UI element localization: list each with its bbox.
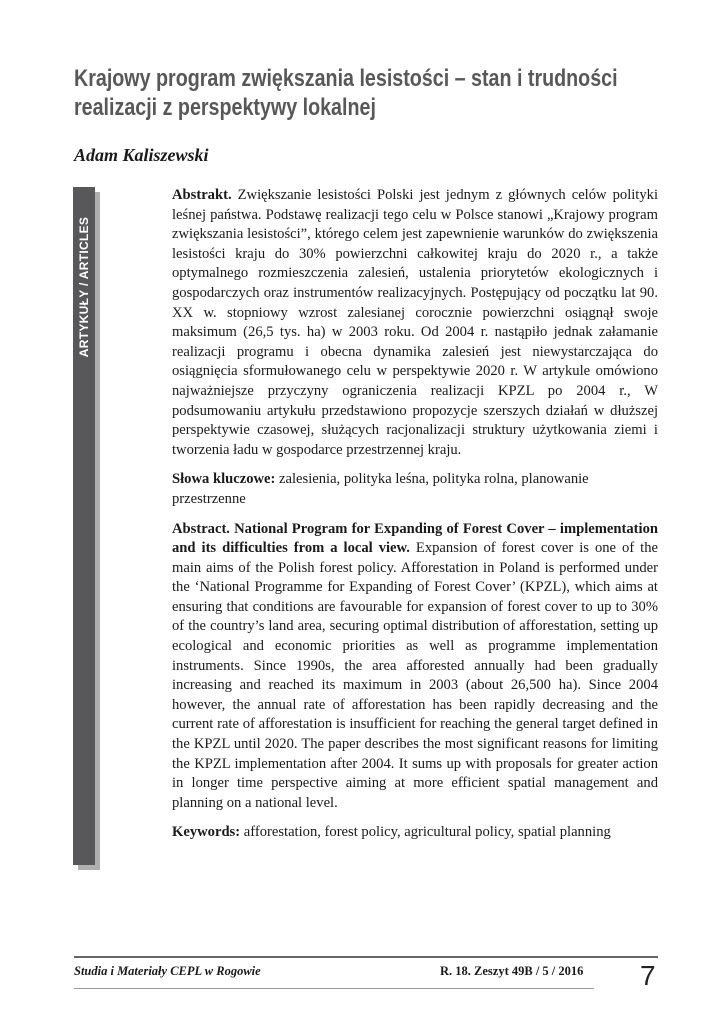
article-body: [172, 186, 658, 853]
abstract-en-text: Expansion of forest cover is one of the main aims of the Polish forest policy. Afforestation in Poland is performed under the ‘National Programme for Expanding of Forest Cover’ (KPZL), which aims at ensuring that conditions are favourable for expansion of forest cover to up to 30% of the country’s land area, securing optimal distribution of afforestation, setting up ecological and economic priorities as well as programme implementation instruments. Since 1990s, the area afforested annually had been gradually increasing and reached its maximum in 2003 (about 26,500 ha). Since 2004 however, the annual rate of afforestation has been rapidly decreasing and the current rate of afforestation is insufficient for reaching the general target defined in the KPZL until 2020. The paper describes the most significant reasons for limiting the KPZL implementation after 2004. It sums up with proposals for greater action in longer time perspective aiming at more efficient spatial management and planning on a national level.: [172, 540, 658, 811]
abstract-pl: [172, 186, 658, 460]
footer-journal: Studia i Materiały CEPL w Rogowie: [74, 964, 261, 978]
keywords-pl-label: Słowa kluczowe:: [172, 471, 276, 488]
author-name: Adam Kaliszewski: [74, 145, 209, 165]
keywords-en-label: Keywords:: [172, 824, 241, 841]
article-title: Krajowy program zwiększania lesistości – stan i trudności realizacji z perspektywy lokalnej: [74, 65, 618, 121]
keywords-pl-text: zalesienia, polityka leśna, polityka rolna, planowanie przestrzenne: [172, 471, 589, 507]
footer-divider-bottom: [74, 988, 594, 989]
abstract-pl-label: Abstrakt.: [172, 187, 232, 203]
footer-divider-top: [74, 956, 658, 958]
section-label-box: [73, 187, 95, 387]
page-number: 7: [640, 960, 656, 991]
footer-issue: R. 18. Zeszyt 49B / 5 / 2016: [440, 964, 584, 978]
keywords-en-text: afforestation, forest policy, agricultural policy, spatial planning: [243, 824, 611, 841]
abstract-en: [172, 520, 658, 814]
keywords-en: [172, 823, 658, 843]
abstract-pl-text: Zwiększanie lesistości Polski jest jednym z głównych celów polityki leśnej państwa. Podstawę realizacji tego celu w Polsce stanowi „Krajowy program zwiększania lesistości”, którego celem jest zapewnienie warunków do zwiększenia lesistości kraju do 30% powierzchni całkowitej kraju do 2020 r., a także optymalnego rozmieszczenia zalesień, ustalenia priorytetów ekologicznych i gospodarczych oraz instrumentów realizacyjnych. Postępujący od początku lat 90. XX w. stopniowy wzrost zalesianej corocznie powierzchni osiągnął swoje maksimum (26,5 tys. ha) w 2003 roku. Od 2004 r. nastąpiło jednak załamanie realizacji programu i obecna dynamika zalesień jest niewystarczająca do osiągnięcia sformułowanego celu w perspektywie 2020 r. W artykule omówiono najważniejsze przyczyny ograniczenia realizacji KPZL po 2004 r., W podsumowaniu artykułu przedstawiono propozycje szerszych działań w dłuższej perspektywie czasowej, służących racjonalizacji struktury użytkowania ziemi i tworzenia ładu w gospodarce przestrzennej kraju.: [172, 187, 659, 458]
keywords-pl: [172, 470, 658, 509]
abstract-en-label: Abstract. National Program for Expanding of Forest Cover – implementation and its difficulties from a local view.: [172, 520, 658, 557]
section-label: ARTYKUŁY / ARTICLES: [77, 216, 91, 358]
